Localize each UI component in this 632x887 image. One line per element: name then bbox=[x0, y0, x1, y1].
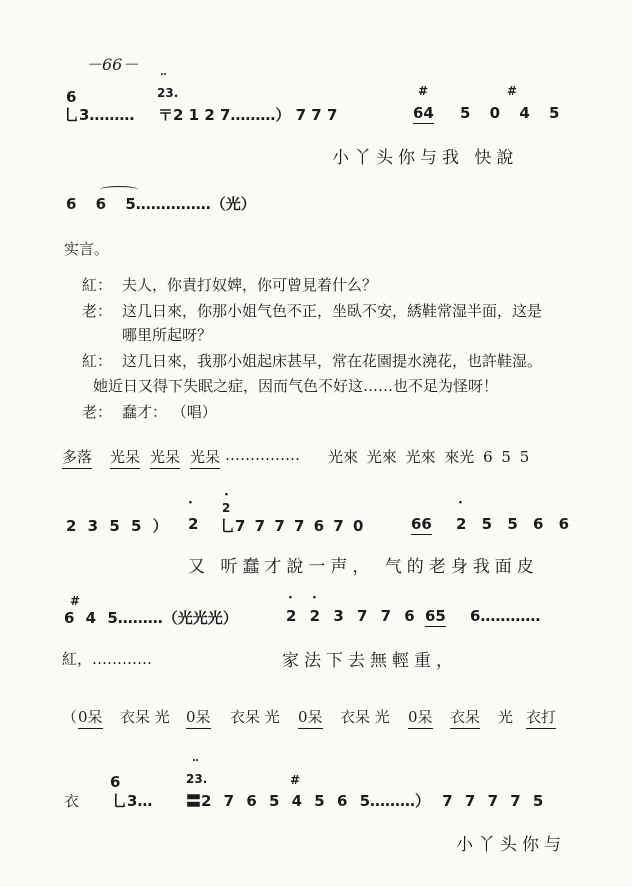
dialogue-line: 哪里所起呀？ bbox=[122, 326, 213, 344]
notation-line-4b: 2 2 3 7 7 6 bbox=[286, 607, 415, 625]
notation-line-2: 6 6 5……………（光） bbox=[66, 195, 256, 213]
grace-note: 2 bbox=[222, 501, 231, 515]
percussion-item: 衣呆 光 bbox=[230, 708, 280, 726]
notation-line-3d: 2 5 5 6 6 bbox=[456, 515, 570, 533]
notation-line-3a: 2 3 5 5 ） bbox=[66, 517, 168, 535]
dialogue-line: 蠢才： （唱） bbox=[122, 403, 217, 421]
notation-note: 2 bbox=[188, 515, 199, 533]
grace-notes: 23. bbox=[186, 772, 208, 786]
percussion-item: 0呆 bbox=[408, 706, 433, 729]
sharp-mark: # bbox=[70, 594, 81, 608]
dialogue-line: 这几日來，我那小姐起床甚早，常在花園提水澆花，也許鞋湿。 bbox=[122, 352, 543, 370]
percussion-item: 衣呆 光 bbox=[120, 708, 170, 726]
percussion-item: 衣呆 光 bbox=[340, 708, 390, 726]
percussion-item: 衣呆 bbox=[450, 706, 480, 729]
notation-prefix: 乚3……… bbox=[64, 106, 135, 124]
lyric-line-5: 小丫头你与 bbox=[456, 835, 566, 855]
slur-mark bbox=[100, 186, 138, 193]
notation-line-5: 〓2 7 6 5 4 5 6 5………） 7 7 7 7 5 bbox=[186, 792, 544, 810]
percussion-tail: 光來 光來 光來 來光 6 5 5 bbox=[328, 448, 530, 466]
percussion-group: 光呆 bbox=[190, 446, 220, 469]
speaker-label: 紅： bbox=[82, 276, 113, 294]
percussion-item: 0呆 bbox=[298, 706, 323, 729]
dot-mark: · bbox=[458, 495, 463, 511]
notation-line-3c: 66 bbox=[411, 515, 432, 533]
notation-superscript: 6 bbox=[110, 773, 121, 791]
dot-mark: · bbox=[288, 590, 293, 606]
notation-line-4d: 6………… bbox=[470, 607, 541, 625]
dot-mark: · bbox=[312, 590, 317, 606]
percussion-duoluo: 多落 bbox=[62, 446, 92, 469]
speaker-label: 紅： bbox=[82, 352, 113, 370]
sharp-mark: # bbox=[507, 84, 518, 98]
sharp-mark: # bbox=[418, 84, 429, 98]
dialogue-line: 夫人，你責打奴婢，你可曾見着什么？ bbox=[122, 276, 378, 294]
notation-line-1c: 5 0 4 5 bbox=[460, 104, 560, 122]
percussion-item: 衣打 bbox=[526, 706, 556, 729]
lyric-line-4: 家法下去無輕重， bbox=[282, 651, 458, 671]
notation-line-1a: 〒2 1 2 7………） 7 7 7 bbox=[158, 106, 338, 124]
lyric-line-4-left: 紅，………… bbox=[62, 650, 153, 668]
percussion-group: 光呆 bbox=[150, 446, 180, 469]
notation-line-4c: 65 bbox=[425, 607, 446, 625]
notation-line-3b: 乚7 7 7 7 6 7 0 bbox=[220, 517, 364, 535]
percussion-item: 光 bbox=[498, 708, 514, 726]
dialogue-line: 她近日又得下失眠之症，因而气色不好这……也不足为怪呀！ bbox=[93, 377, 499, 395]
speech-heading: 实言。 bbox=[64, 240, 110, 258]
percussion-item: 0呆 bbox=[78, 706, 103, 729]
percussion-open: （ bbox=[62, 708, 78, 726]
speaker-label: 老： bbox=[82, 302, 113, 320]
speaker-label: 老： bbox=[82, 403, 113, 421]
grace-notes: 23. bbox=[157, 86, 179, 100]
dots-mark: ¨ bbox=[192, 758, 199, 774]
sharp-mark: # bbox=[290, 773, 301, 787]
dot-mark: · bbox=[224, 487, 229, 503]
lyric-line-3: 又 听蠢才說一声， 气的老身我面皮 bbox=[188, 557, 539, 577]
percussion-dots: …………… bbox=[225, 446, 300, 464]
percussion-group: 光呆 bbox=[110, 446, 140, 469]
dialogue-line: 这几日來，你那小姐气色不正，坐臥不安，綉鞋常湿半面，这是 bbox=[122, 302, 543, 320]
notation-superscript: 6 bbox=[66, 88, 77, 106]
page-number: －66－ bbox=[86, 55, 139, 74]
dots-mark: ¨ bbox=[160, 72, 167, 88]
notation-line-1b: 64 bbox=[413, 104, 434, 122]
notation-line-4a: 6 4 5………（光光光） bbox=[64, 609, 238, 627]
percussion-item: 0呆 bbox=[186, 706, 211, 729]
dot-mark: · bbox=[188, 495, 193, 511]
notation-head: 衣 bbox=[64, 792, 80, 810]
lyric-line-1: 小丫头你与我 快說 bbox=[332, 148, 519, 168]
notation-prefix: 乚3… bbox=[112, 792, 153, 810]
